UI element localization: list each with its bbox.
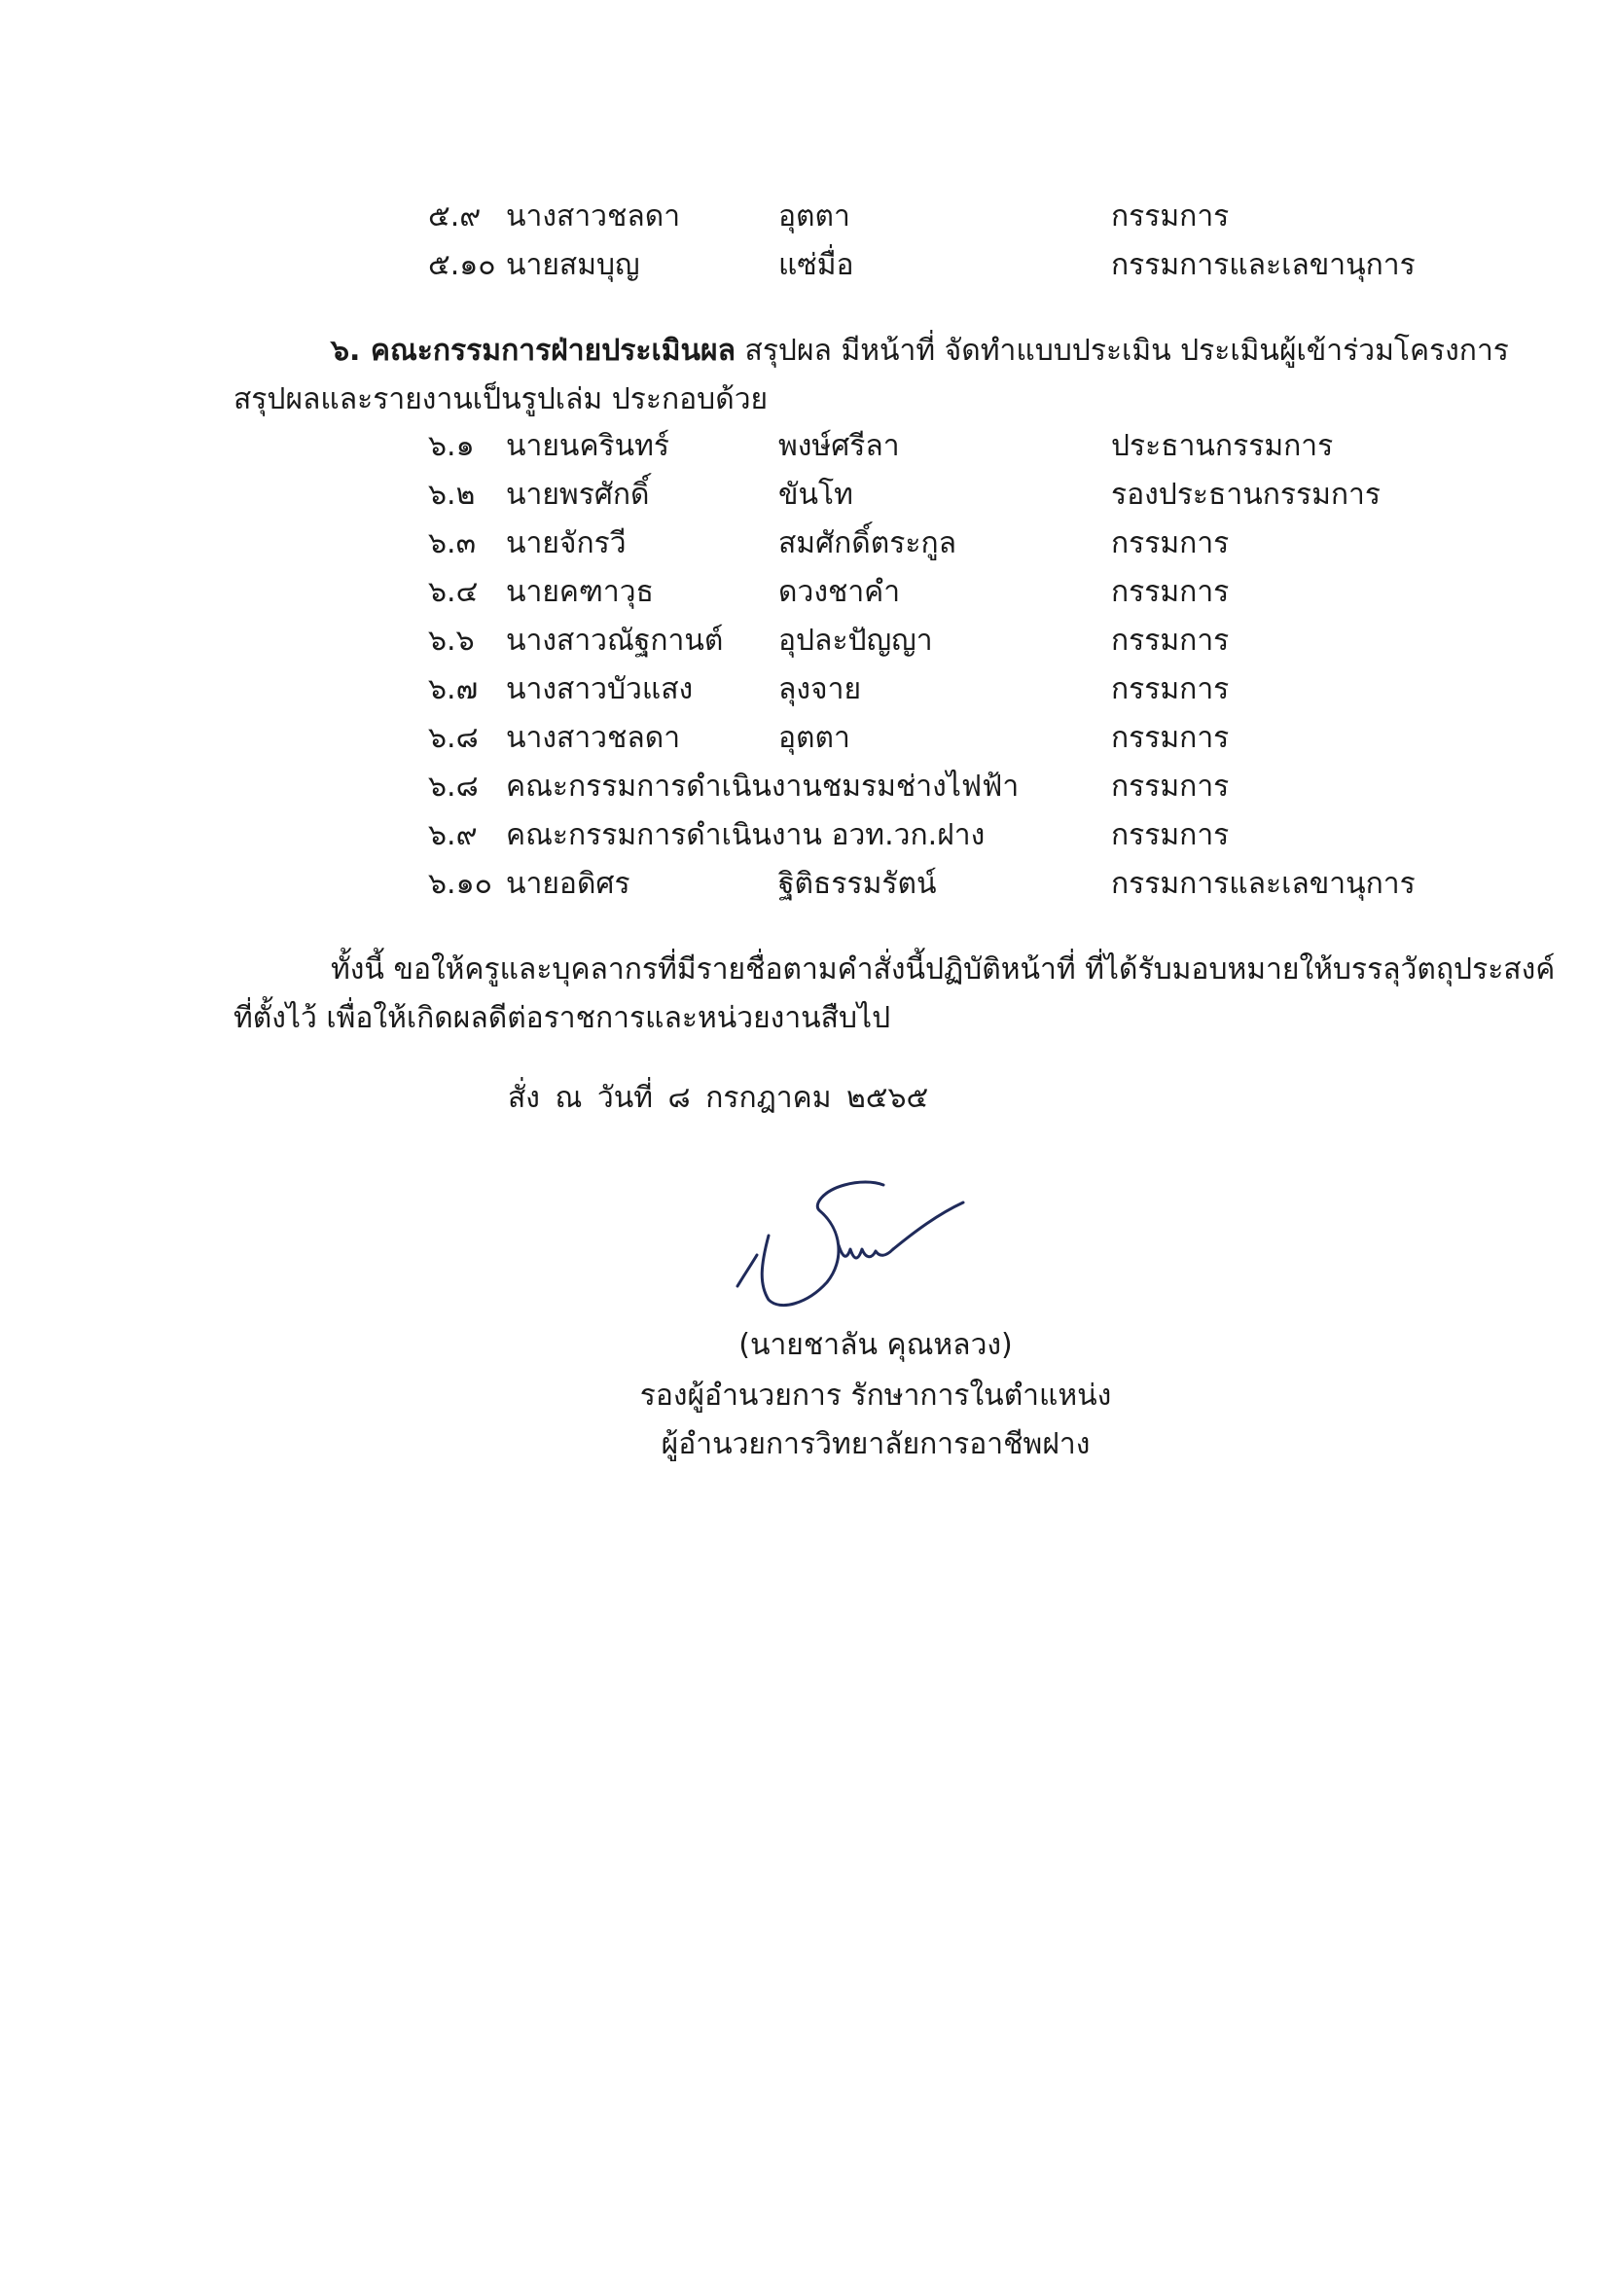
- signatory-position-2: ผู้อำนวยการวิทยาลัยการอาชีพฝาง: [661, 1427, 1091, 1461]
- member-name: นายคฑาวุธ: [506, 575, 654, 609]
- member-surname: อุปละปัญญา: [778, 624, 933, 658]
- member-role: กรรมการ: [1111, 770, 1230, 804]
- member-surname: อุตตา: [778, 721, 850, 755]
- member-surname: แซ่มื่อ: [778, 248, 854, 282]
- row-number: ๖.๑๐: [428, 867, 492, 901]
- section-title: ๖. คณะกรรมการฝ่ายประเมินผล: [331, 334, 736, 368]
- member-role: กรรมการ: [1111, 721, 1230, 755]
- member-name: คณะกรรมการดำเนินงาน อวท.วก.ฝาง: [506, 818, 986, 852]
- row-number: ๖.๑: [428, 429, 475, 463]
- signatory-position-1: รองผู้อำนวยการ รักษาการในตำแหน่ง: [639, 1379, 1112, 1413]
- member-name: นายจักรวี: [506, 526, 627, 560]
- closing-paragraph-line-1: ทั้งนี้ ขอให้ครูและบุคลากรที่มีรายชื่อตามคำสั่งนี้ปฏิบัติหน้าที่ ที่ได้รับมอบหมายให้บรรลุวัตถุประสงค์: [331, 952, 1556, 987]
- section-heading: [233, 327, 1566, 376]
- signatory-name: (นายชาลัน คุณหลวง): [738, 1328, 1013, 1362]
- member-surname: ฐิติธรรมรัตน์: [778, 867, 937, 901]
- member-name: นายสมบุญ: [506, 248, 640, 282]
- row-number: ๖.๗: [428, 672, 479, 706]
- member-name: นายนครินทร์: [506, 429, 670, 463]
- row-number: ๖.๒: [428, 478, 476, 512]
- row-number: ๖.๘: [428, 721, 479, 755]
- row-number: ๕.๙: [428, 199, 482, 233]
- member-role: กรรมการ: [1111, 526, 1230, 560]
- member-surname: อุตตา: [778, 199, 850, 233]
- member-role: กรรมการ: [1111, 818, 1230, 852]
- member-surname: ขันโท: [778, 478, 853, 512]
- member-surname: สมศักดิ์ตระกูล: [778, 526, 957, 560]
- section-description: สรุปผล มีหน้าที่ จัดทำแบบประเมิน ประเมินผู้เข้าร่วมโครงการ: [735, 334, 1509, 368]
- member-surname: ลุงจาย: [778, 672, 862, 706]
- member-name: นายพรศักดิ์: [506, 478, 650, 512]
- row-number: ๖.๙: [428, 818, 478, 852]
- member-name: นางสาวชลดา: [506, 199, 681, 233]
- member-role: กรรมการ: [1111, 672, 1230, 706]
- row-number: ๖.๓: [428, 526, 477, 560]
- member-role: กรรมการและเลขานุการ: [1111, 867, 1416, 901]
- member-role: กรรมการและเลขานุการ: [1111, 248, 1416, 282]
- member-role: กรรมการ: [1111, 575, 1230, 609]
- row-number: ๕.๑๐: [428, 248, 496, 282]
- order-date: สั่ง ณ วันที่ ๘ กรกฎาคม ๒๕๖๕: [508, 1081, 929, 1115]
- section-heading-continuation: สรุปผลและรายงานเป็นรูปเล่ม ประกอบด้วย: [233, 382, 769, 416]
- row-number: ๖.๘: [428, 770, 479, 804]
- member-name: คณะกรรมการดำเนินงานชมรมช่างไฟฟ้า: [506, 770, 1020, 804]
- member-surname: ดวงชาคำ: [778, 575, 901, 609]
- member-role: กรรมการ: [1111, 199, 1230, 233]
- member-name: นางสาวบัวแสง: [506, 672, 694, 706]
- row-number: ๖.๖: [428, 624, 475, 658]
- signature-image: [730, 1167, 983, 1323]
- member-role: กรรมการ: [1111, 624, 1230, 658]
- member-name: นางสาวชลดา: [506, 721, 681, 755]
- row-number: ๖.๔: [428, 575, 479, 609]
- member-role: ประธานกรรมการ: [1111, 429, 1334, 463]
- member-role: รองประธานกรรมการ: [1111, 478, 1382, 512]
- closing-paragraph-line-2: ที่ตั้งไว้ เพื่อให้เกิดผลดีต่อราชการและหน่วยงานสืบไป: [233, 1001, 891, 1035]
- member-name: นางสาวณัฐกานต์: [506, 624, 724, 658]
- member-name: นายอดิศร: [506, 867, 630, 901]
- member-surname: พงษ์ศรีลา: [778, 429, 900, 463]
